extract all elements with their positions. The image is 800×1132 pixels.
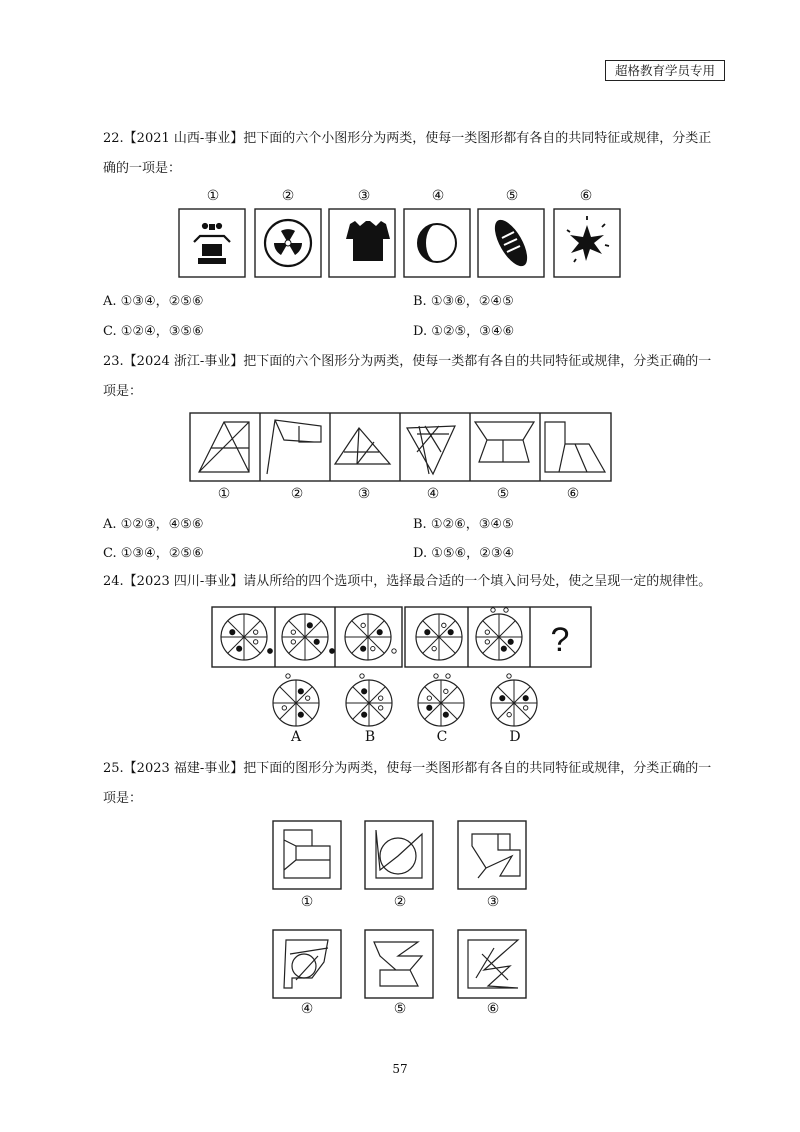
q22-option-b[interactable]: B. ①③⑥，②④⑤ (413, 294, 514, 309)
q22-shape-3 (346, 221, 390, 261)
q23-shape-2 (267, 420, 321, 474)
q24-wheel (416, 614, 462, 660)
q24-dot (425, 630, 430, 635)
q22-shape-4 (418, 224, 456, 262)
q22-shape-5 (488, 215, 533, 271)
q25-shape-2 (376, 830, 422, 878)
q24-wheel (346, 674, 392, 726)
q22-option-a[interactable]: A. ①③④，②⑤⑥ (103, 294, 204, 309)
page-number: 57 (392, 1062, 408, 1076)
q24-stem-line1: 24.【2023 四川-事业】请从所给的四个选项中，选择最合适的一个填入问号处，使之呈现一定的规律性。 (103, 574, 712, 589)
q25-label-4: ④ (300, 1001, 314, 1017)
q24-outer-dot (286, 674, 290, 678)
q24-wheel (418, 674, 464, 726)
q25-label-1: ① (300, 894, 314, 910)
q22-stem-line1: 22.【2021 山西-事业】把下面的六个小图形分为两类，使每一类图形都有各自的共同特征或规律，分类正 (103, 131, 712, 146)
q22-label-2: ② (281, 188, 295, 204)
q25-shape-3 (472, 834, 520, 878)
q25-shape-5 (374, 942, 422, 986)
q24-wheel (345, 614, 396, 660)
q24-outer-dot (504, 608, 508, 612)
q24-dot (291, 630, 295, 634)
q24-choice-b[interactable]: B (364, 729, 376, 745)
q24-dot (523, 696, 528, 701)
q24-dot (291, 640, 295, 644)
q25-shape-6 (468, 940, 518, 988)
q23-option-a[interactable]: A. ①②③，④⑤⑥ (103, 517, 204, 532)
user-badge: 超格教育学员专用 (605, 60, 725, 81)
q24-choice-d[interactable]: D (509, 729, 521, 745)
q22-label-6: ⑥ (579, 188, 593, 204)
q23-shape-4 (407, 426, 455, 474)
q23-shape-3 (335, 428, 390, 464)
q23-label-5: ⑤ (496, 486, 510, 502)
q24-outer-dot (507, 674, 511, 678)
q25-figures (272, 820, 532, 1000)
q23-shape-6 (545, 422, 605, 472)
q24-dot (444, 689, 448, 693)
q24-dot (500, 696, 505, 701)
q24-outer-dot (434, 674, 438, 678)
q24-dot (237, 646, 242, 651)
q24-dot (378, 696, 382, 700)
q24-dot (362, 712, 367, 717)
q24-dot (361, 646, 366, 651)
q24-outer-dot (268, 649, 273, 654)
q24-dot (442, 623, 446, 627)
q24-dot (253, 640, 257, 644)
q24-figures (210, 605, 595, 735)
q22-label-3: ③ (357, 188, 371, 204)
q22-shape-1 (194, 223, 230, 264)
q24-outer-dot (360, 674, 364, 678)
q24-dot (377, 630, 382, 635)
q24-wheel (273, 674, 319, 726)
q25-shape-1 (284, 830, 330, 878)
q24-dot (298, 689, 303, 694)
q23-label-1: ① (217, 486, 231, 502)
q24-dot (443, 712, 448, 717)
q24-dot (361, 623, 365, 627)
q24-dot (523, 706, 527, 710)
q23-label-3: ③ (357, 486, 371, 502)
q23-label-6: ⑥ (566, 486, 580, 502)
q22-option-d[interactable]: D. ①②⑤，③④⑥ (413, 324, 515, 339)
q24-wheel (221, 614, 272, 660)
q24-choice-a[interactable]: A (290, 729, 302, 745)
q24-dot (253, 630, 257, 634)
q22-shape-6 (567, 216, 609, 262)
q24-dot (305, 696, 309, 700)
q22-label-5: ⑤ (505, 188, 519, 204)
q24-dot (485, 640, 489, 644)
q22-label-4: ④ (431, 188, 445, 204)
q22-stem-line2: 确的一项是： (103, 161, 182, 176)
q22-frame-4 (404, 209, 470, 277)
q24-dot (282, 706, 286, 710)
q23-option-d[interactable]: D. ①⑤⑥，②③④ (413, 546, 515, 561)
q24-outer-dot (330, 649, 335, 654)
q22-shape-2 (265, 220, 311, 266)
q25-label-3: ③ (486, 894, 500, 910)
q24-dot (378, 706, 382, 710)
q24-choice-c[interactable]: C (436, 729, 448, 745)
q22-figures (178, 208, 628, 280)
q24-dot (427, 696, 431, 700)
q25-label-5: ⑤ (393, 1001, 407, 1017)
q22-label-1: ① (206, 188, 220, 204)
q22-option-c[interactable]: C. ①②④，③⑤⑥ (103, 324, 204, 339)
q23-option-c[interactable]: C. ①③④，②⑤⑥ (103, 546, 204, 561)
q24-dot (314, 639, 319, 644)
q24-dot (230, 630, 235, 635)
q24-wheel (476, 608, 522, 660)
q24-dot (485, 630, 489, 634)
q25-stem-line2: 项是： (103, 791, 143, 806)
q24-wheel (282, 614, 334, 660)
q24-dot (362, 689, 367, 694)
q24-dot (508, 639, 513, 644)
q23-label-2: ② (290, 486, 304, 502)
q24-wheel (491, 674, 537, 726)
q24-dot (307, 623, 312, 628)
q24-outer-dot (446, 674, 450, 678)
q24-dot (501, 646, 506, 651)
q24-dot (507, 712, 511, 716)
q24-dot (448, 630, 453, 635)
q24-outer-dot (392, 649, 396, 653)
q23-shape-1 (199, 422, 249, 472)
q23-option-b[interactable]: B. ①②⑥，③④⑤ (413, 517, 514, 532)
q24-dot (427, 705, 432, 710)
q22-frame-1 (179, 209, 245, 277)
q24-outer-dot (491, 608, 495, 612)
q23-figures (189, 412, 614, 484)
q24-dot (298, 712, 303, 717)
q25-stem-line1: 25.【2023 福建-事业】把下面的图形分为两类，使每一类图形都有各自的共同特征或规律，分类正确的一 (103, 761, 712, 776)
q25-label-6: ⑥ (486, 1001, 500, 1017)
q25-label-2: ② (393, 894, 407, 910)
q24-question-mark: ? (550, 621, 570, 659)
q23-label-4: ④ (426, 486, 440, 502)
q25-shape-4 (284, 940, 328, 988)
q24-dot (371, 646, 375, 650)
q24-dot (432, 646, 436, 650)
q23-stem-line1: 23.【2024 浙江-事业】把下面的六个图形分为两类，使每一类都有各自的共同特征或规律，分类正确的一 (103, 354, 712, 369)
q23-shape-5 (475, 422, 534, 462)
q23-stem-line2: 项是： (103, 384, 143, 399)
